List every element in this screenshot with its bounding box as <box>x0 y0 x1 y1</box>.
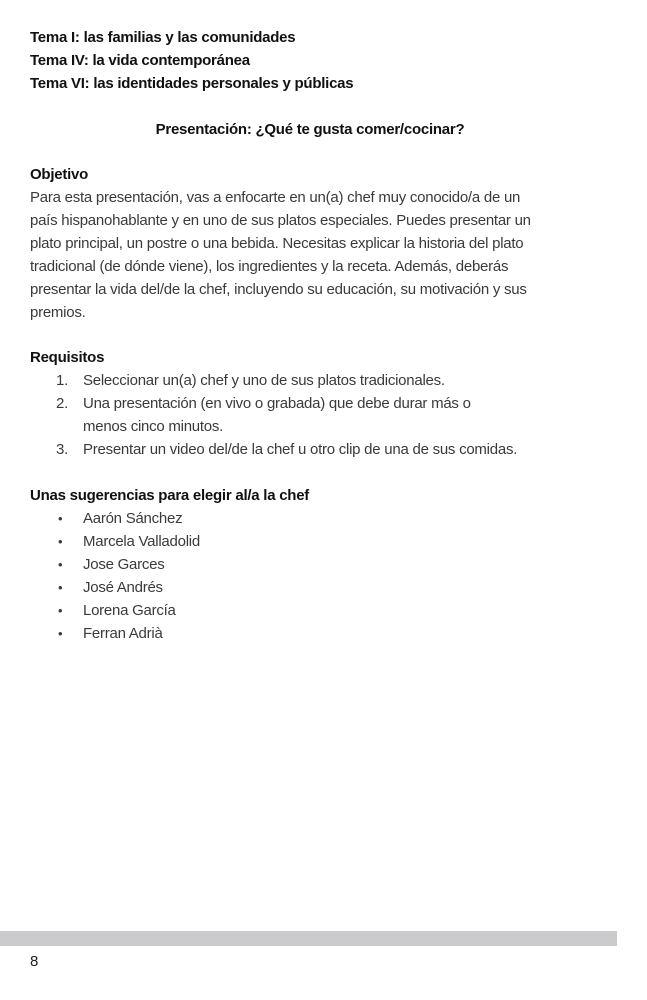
chef-name: José Andrés <box>83 579 163 596</box>
bullet-icon: • <box>58 534 63 549</box>
item-text: Seleccionar un(a) chef y uno de sus platos tradicionales. <box>83 372 445 389</box>
chef-name: Jose Garces <box>83 556 165 573</box>
item-text: menos cinco minutos. <box>83 418 224 435</box>
bullet-icon: • <box>58 557 63 572</box>
objetivo-heading: Objetivo <box>30 166 89 183</box>
item-number: 3. <box>56 441 69 458</box>
paragraph-line: Para esta presentación, vas a enfocarte en un(a) chef muy conocido/a de un <box>30 189 521 206</box>
chef-name: Ferran Adrià <box>83 625 163 642</box>
sugerencias-heading: Unas sugerencias para elegir al/a la chef <box>30 487 310 504</box>
chef-name: Aarón Sánchez <box>83 510 183 527</box>
page-number: 8 <box>30 953 39 970</box>
item-text: Presentar un video del/de la chef u otro clip de una de sus comidas. <box>83 441 518 458</box>
footer-bar <box>0 931 617 946</box>
theme-line: Tema IV: la vida contemporánea <box>30 52 250 69</box>
bullet-icon: • <box>58 626 63 641</box>
theme-line: Tema I: las familias y las comunidades <box>30 29 296 46</box>
requisitos-heading: Requisitos <box>30 349 105 366</box>
chef-name: Lorena García <box>83 602 176 619</box>
bullet-icon: • <box>58 511 63 526</box>
paragraph-line: plato principal, un postre o una bebida. Necesitas explicar la historia del plato <box>30 235 524 252</box>
item-number: 1. <box>56 372 69 389</box>
page-title: Presentación: ¿Qué te gusta comer/cocinar? <box>155 121 465 138</box>
item-text: Una presentación (en vivo o grabada) que debe durar más o <box>83 395 471 412</box>
paragraph-line: tradicional (de dónde viene), los ingredientes y la receta. Además, deberás <box>30 258 509 275</box>
theme-line: Tema VI: las identidades personales y públicas <box>30 75 354 92</box>
item-number: 2. <box>56 395 69 412</box>
paragraph-line: país hispanohablante y en uno de sus platos especiales. Puedes presentar un <box>30 212 531 229</box>
paragraph-line: presentar la vida del/de la chef, incluyendo su educación, su motivación y sus <box>30 281 527 298</box>
bullet-icon: • <box>58 603 63 618</box>
bullet-icon: • <box>58 580 63 595</box>
paragraph-line: premios. <box>30 304 86 321</box>
chef-name: Marcela Valladolid <box>83 533 200 550</box>
